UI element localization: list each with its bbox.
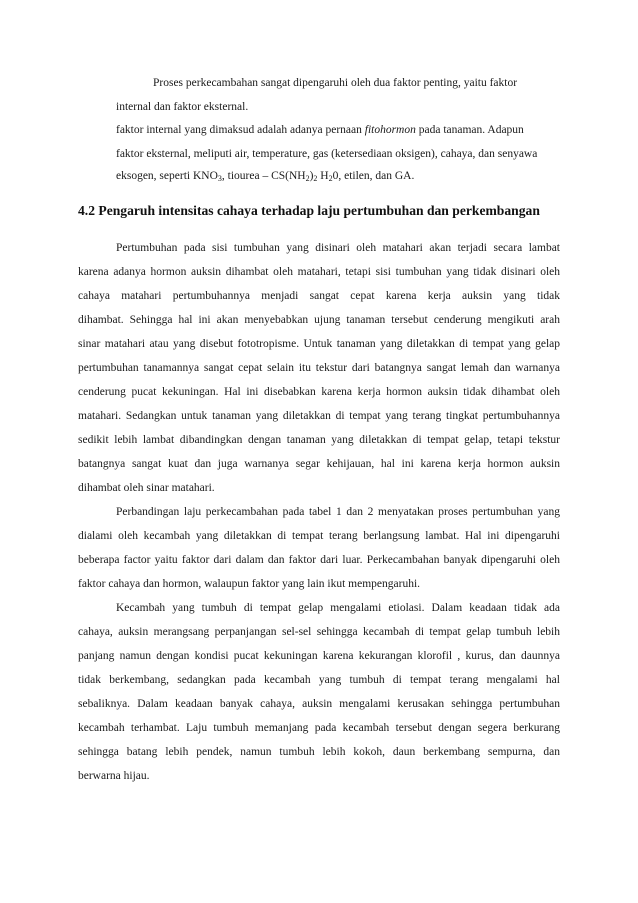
- body-line: beberapa factor yaitu faktor dari dalam dan faktor dari luar. Perkecambahan banyak dipengaruhi oleh: [78, 554, 560, 566]
- body-line: sinar matahari atau yang disebut fototropisme. Untuk tanaman yang diletakkan di tempat yang gelap: [78, 338, 560, 350]
- body-line: faktor cahaya dan hormon, walaupun faktor yang lain ikut mempengaruhi.: [78, 578, 421, 590]
- formula-sub-4: 2: [328, 174, 333, 183]
- body-line: berwarna hijau.: [78, 770, 150, 782]
- body-line: sebaliknya. Dalam keadaan banyak cahaya, auksin mengalami kerusakan sehingga pertumbuhan: [78, 698, 560, 710]
- intro-line-5: [116, 168, 414, 184]
- body-line: cahaya matahari pertumbuhannya menjadi sangat cepat karena kerja auksin yang tidak: [78, 290, 560, 302]
- formula-text-1: eksogen, seperti KNO: [116, 170, 218, 182]
- body-line: sehingga batang lebih pendek, namun tumbuh lebih kokoh, daun berkembang sempurna, dan: [78, 746, 560, 758]
- formula-text-4: H: [317, 170, 329, 182]
- body-line: Kecambah yang tumbuh di tempat gelap mengalami etiolasi. Dalam keadaan tidak ada: [116, 602, 560, 614]
- intro-line-3: [116, 122, 524, 138]
- body-line: dialami oleh kecambah yang diletakkan di tempat terang berlangsung lambat. Hal ini dipengaruhi: [78, 530, 560, 542]
- body-line: karena adanya hormon auksin dihambat oleh matahari, tetapi sisi tumbuhan yang tidak disinari oleh: [78, 266, 560, 278]
- body-line: panjang namun dengan kondisi pucat kekuningan karena kekurangan klorofil , kurus, dan daunnya: [78, 650, 560, 662]
- body-line: cahaya, auksin merangsang perpanjangan sel-sel sehingga kecambah di tempat gelap tumbuh lebih: [78, 626, 560, 638]
- body-line: kecambah terhambat. Laju tumbuh memanjang pada kecambah tersebut dengan segera berkurang: [78, 722, 560, 734]
- formula-text-5: 0, etilen, dan GA.: [332, 170, 415, 182]
- body-line: Pertumbuhan pada sisi tumbuhan yang disinari oleh matahari akan terjadi secara lambat: [116, 242, 560, 254]
- intro-line-1: Proses perkecambahan sangat dipengaruhi oleh dua faktor penting, yaitu faktor: [153, 77, 518, 89]
- intro-line-3-text-b: pada tanaman. Adapun: [415, 124, 524, 136]
- body-line: cenderung pucat kekuningan. Hal ini disebabkan karena kerja hormon auksin tidak dihambat oleh: [78, 386, 560, 398]
- formula-sub-2: 2: [305, 174, 310, 183]
- formula-text-2: , tiourea – CS(NH: [221, 170, 306, 182]
- body-line: pertumbuhan tanamannya sangat cepat selain itu tekstur dari batangnya sangat lemah dan warnanya: [78, 362, 560, 374]
- body-line: batangnya sangat kuat dan juga warnanya segar kehijauan, hal ini karena kerja hormon auksin: [78, 458, 560, 470]
- body-line: Perbandingan laju perkecambahan pada tabel 1 dan 2 menyatakan proses pertumbuhan yang: [116, 506, 560, 518]
- body-line: matahari. Sedangkan untuk tanaman yang diletakkan di tempat yang terang tingkat pertumbuhannya: [78, 410, 560, 422]
- intro-line-3-text-a: faktor internal yang dimaksud adalah adanya pernaan: [116, 124, 365, 136]
- section-heading: 4.2 Pengaruh intensitas cahaya terhadap laju pertumbuhan dan perkembangan: [78, 203, 540, 218]
- intro-line-2: internal dan faktor eksternal.: [116, 101, 249, 113]
- body-line: sedikit lebih lambat dibandingkan dengan tanaman yang diletakkan di tempat gelap, tetapi tekstur: [78, 434, 560, 446]
- body-line: tidak berkembang, sedangkan pada kecambah yang tumbuh di tempat terang mengalami hal: [78, 674, 560, 686]
- body-line: dihambat oleh sinar matahari.: [78, 482, 215, 494]
- formula-sub-1: 3: [217, 174, 222, 183]
- formula-sub-3: 2: [313, 174, 318, 183]
- formula-text-3: ): [309, 170, 314, 182]
- intro-line-4: faktor eksternal, meliputi air, temperature, gas (ketersediaan oksigen), cahaya, dan senyawa: [116, 148, 538, 160]
- intro-line-3-italic-term: fitohormon: [364, 124, 416, 136]
- body-line: dihambat. Sehingga hal ini akan menyebabkan ujung tanaman tersebut cenderung mengikuti arah: [78, 314, 560, 326]
